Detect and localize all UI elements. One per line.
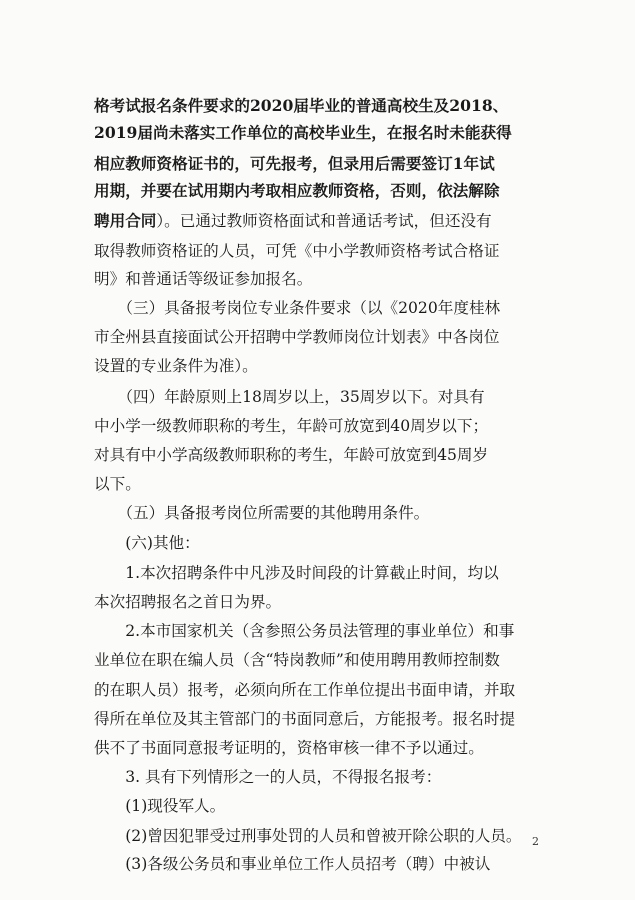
text-segment: (1)现役军人。 <box>94 797 226 815</box>
text-line <box>94 122 546 144</box>
text-segment: 1.本次招聘条件中凡涉及时间段的计算截止时间，均以 <box>94 564 499 582</box>
text-line <box>94 502 546 524</box>
text-line <box>94 240 546 262</box>
text-segment: 可先报考，但录用后需要签订1年试 <box>249 154 495 173</box>
text-segment: 市全州县直接面试公开招聘中学教师岗位计划表》中各岗位 <box>94 328 500 346</box>
text-segment: 2019届尚未落实工作单位的高校毕业生， <box>94 123 387 142</box>
text-segment: （五）具备报考岗位所需要的其他聘用条件。 <box>94 504 430 522</box>
text-segment: 以下。 <box>94 475 141 493</box>
text-segment: (六)其他： <box>94 534 200 552</box>
text-segment: 本次招聘报名之首日为界。 <box>94 593 282 611</box>
text-segment: 的在职人员）报考，必须向所在工作单位提出书面申请，并取 <box>94 681 516 699</box>
text-line <box>94 415 546 437</box>
text-line <box>94 210 546 232</box>
text-segment: 相应教师资格证书的， <box>94 154 250 173</box>
text-segment: 业单位在职在编人员（含“特岗教师”和使用聘用教师控制数 <box>94 651 500 669</box>
text-segment: 用期，并要在试用期内考取相应教师资格，否则，依法解除 <box>94 181 500 200</box>
text-line <box>94 591 546 613</box>
text-line <box>94 386 546 408</box>
text-line <box>94 95 546 117</box>
text-line <box>94 737 546 759</box>
text-segment: （四）年龄原则上18周岁以上，35周岁以下。对具有 <box>94 388 485 406</box>
text-line <box>94 708 546 730</box>
text-segment: 取得教师资格证的人员，可凭《中小学教师资格考试合格证 <box>94 242 500 260</box>
text-line <box>94 825 546 847</box>
text-segment: 2.本市国家机关（含参照公务员法管理的事业单位）和事 <box>94 622 515 640</box>
text-line <box>94 853 546 875</box>
text-line <box>94 679 546 701</box>
text-line <box>94 444 546 466</box>
text-segment: 得所在单位及其主管部门的书面同意后，方能报考。报名时提 <box>94 710 516 728</box>
text-line <box>94 766 546 788</box>
text-segment: 明》和普通话等级证参加报名。 <box>94 270 313 288</box>
text-line <box>94 153 546 175</box>
text-segment: 设置的专业条件为准）。 <box>94 357 258 375</box>
text-segment: (3)各级公务员和事业单位工作人员招考（聘）中被认 <box>94 855 491 873</box>
text-line <box>94 355 546 377</box>
text-segment: 中小学一级教师职称的考生，年龄可放宽到40周岁以下； <box>94 417 489 435</box>
text-segment: 供不了书面同意报考证明的，资格审核一律不予以通过。 <box>94 739 484 757</box>
text-segment: （三）具备报考岗位专业条件要求（以《2020年度桂林 <box>94 299 501 317</box>
text-line <box>94 326 546 348</box>
text-segment: (2)曾因犯罪受过刑事处罚的人员和曾被开除公职的人员。 <box>94 827 522 845</box>
text-line <box>94 473 546 495</box>
text-segment: 对具有中小学高级教师职称的考生，年龄可放宽到45周岁 <box>94 446 489 464</box>
text-line <box>94 297 546 319</box>
text-segment: 在报名时未能获得 <box>386 123 512 142</box>
text-line <box>94 268 546 290</box>
text-line <box>94 180 546 202</box>
text-line <box>94 649 546 671</box>
text-segment: ）。已通过教师资格面试和普通话考试，但还没有 <box>156 212 492 230</box>
text-line <box>94 532 546 554</box>
text-segment: 聘用合同 <box>94 211 157 230</box>
text-segment: 3. 具有下列情形之一的人员，不得报名报考： <box>94 768 442 786</box>
page-number: 2 <box>532 835 539 848</box>
text-segment: 格考试报名条件要求的2020届毕业的普通高校生及2018、 <box>94 96 509 115</box>
text-line <box>94 620 546 642</box>
text-line <box>94 795 546 817</box>
text-line <box>94 562 546 584</box>
